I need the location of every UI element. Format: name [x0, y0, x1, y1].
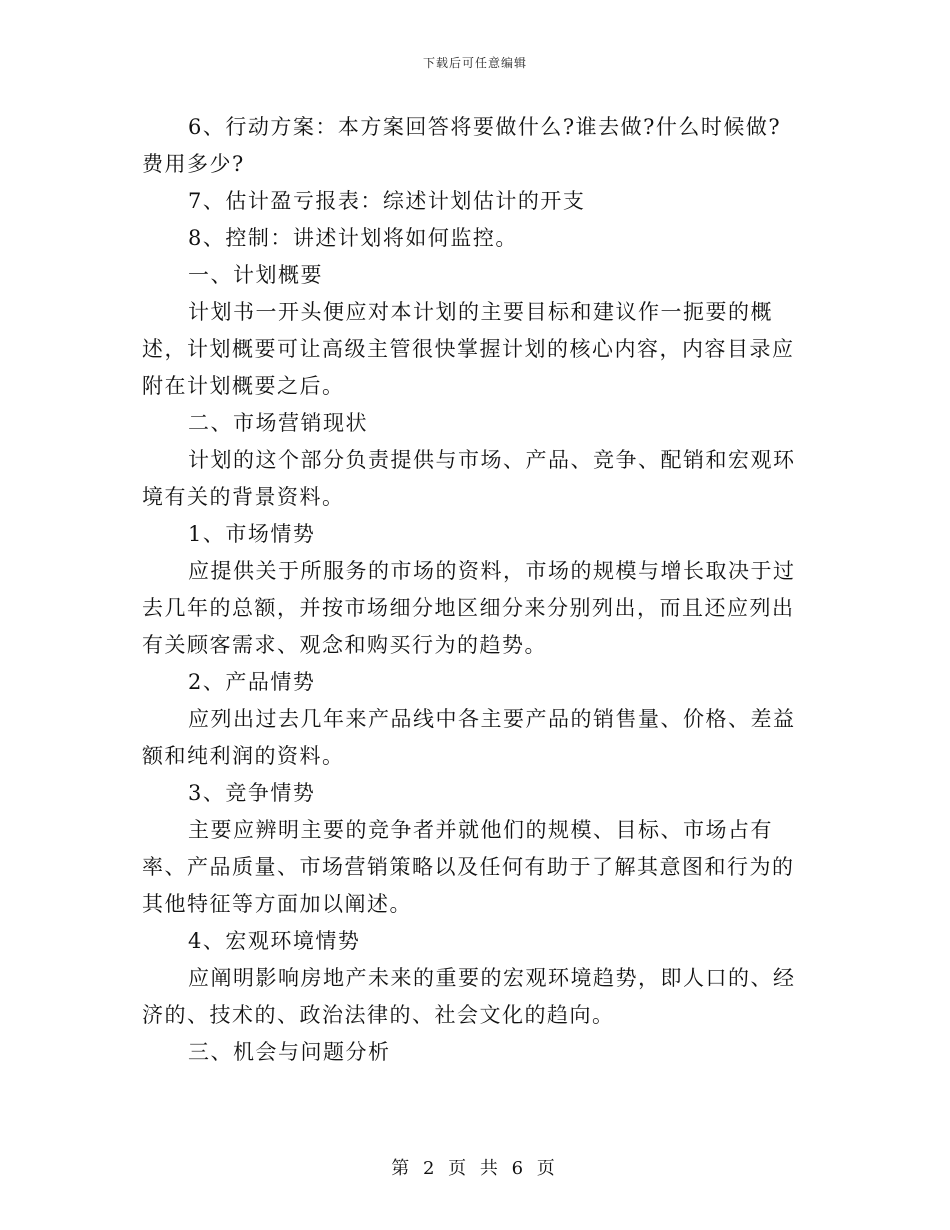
subheading-market-situation: 1、市场情势 — [188, 522, 316, 546]
paragraph-product-situation: 应列出过去几年来产品线中各主要产品的销售量、价格、差益额和纯利润的资料。 — [142, 707, 796, 768]
paragraph-competition-situation: 主要应辨明主要的竞争者并就他们的规模、目标、市场占有率、产品质量、市场营销策略以及任何有助于了解其意图和行为的其他特征等方面加以阐述。 — [142, 818, 795, 916]
paragraph-market-situation: 应提供关于所服务的市场的资料，市场的规模与增长取决于过去几年的总额，并按市场细分地区细分来分别列出，而且还应列出有关顾客需求、观念和购买行为的趋势。 — [142, 559, 796, 657]
document-body — [142, 109, 802, 1071]
paragraph-control: 8、控制：讲述计划将如何监控。 — [188, 226, 518, 250]
page-number: 第 2 页 共 6 页 — [391, 1158, 559, 1179]
paragraph-profit-loss: 7、估计盈亏报表：综述计划估计的开支 — [188, 189, 586, 213]
paragraph-marketing-status: 计划的这个部分负责提供与市场、产品、竞争、配销和宏观环境有关的背景资料。 — [142, 448, 796, 509]
section-heading-plan-summary: 一、计划概要 — [188, 263, 323, 287]
paragraph-plan-summary: 计划书一开头便应对本计划的主要目标和建议作一扼要的概述，计划概要可让高级主管很快掌握计划的核心内容，内容目录应附在计划概要之后。 — [142, 300, 795, 398]
paragraph-macro-environment: 应阐明影响房地产未来的重要的宏观环境趋势，即人口的、经济的、技术的、政治法律的、社会文化的趋向。 — [142, 966, 796, 1027]
paragraph-action-plan: 6、行动方案：本方案回答将要做什么?谁去做?什么时候做?费用多少? — [142, 115, 782, 176]
section-heading-marketing-status: 二、市场营销现状 — [188, 411, 368, 435]
subheading-product-situation: 2、产品情势 — [188, 670, 316, 694]
subheading-competition-situation: 3、竞争情势 — [188, 781, 316, 805]
page-header: 下载后可任意编辑 — [422, 56, 527, 70]
section-heading-opportunity-analysis: 三、机会与问题分析 — [188, 1040, 391, 1064]
subheading-macro-environment: 4、宏观环境情势 — [188, 929, 361, 953]
